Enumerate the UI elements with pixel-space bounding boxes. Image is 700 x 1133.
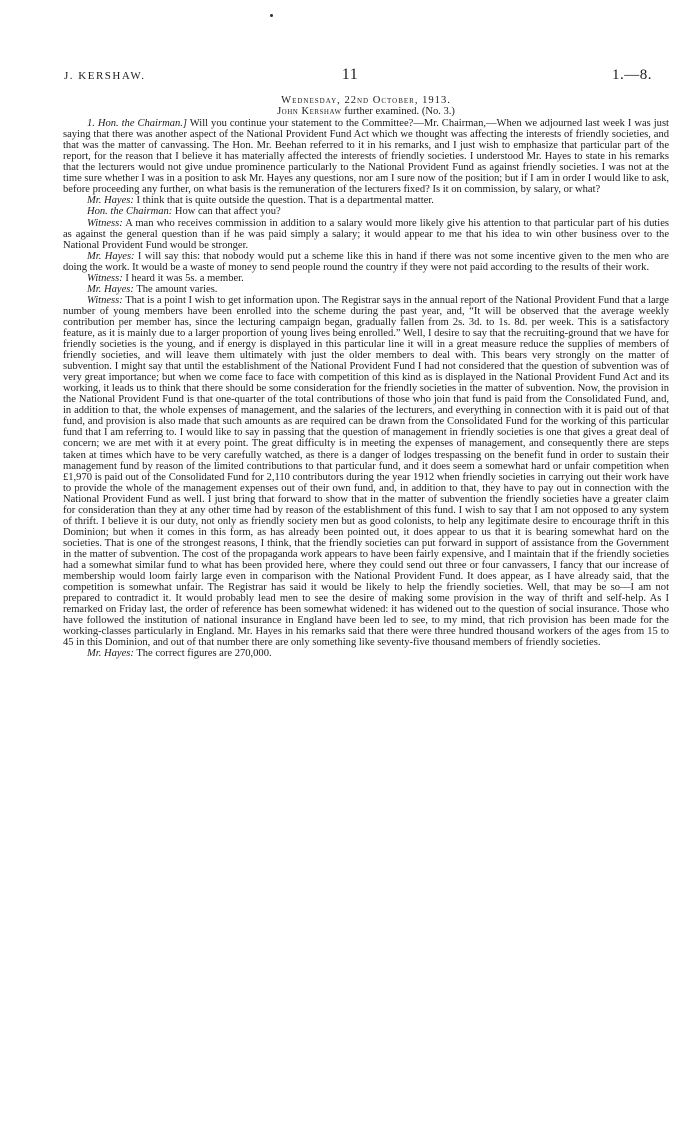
speaker: Hon. the Chairman: [87, 206, 173, 218]
speaker: Mr. Hayes: [87, 648, 134, 660]
paragraph-text: The amount varies. [133, 283, 218, 295]
paragraph-text: A man who receives commission in addition to a salary would more likely give his attention to that particular part of his duties as against the general question than if he was paid simply a salary; it would appear to me that his idea to win other business over to the National Provident Fund would be stronger. [63, 217, 669, 251]
paragraph [63, 284, 669, 295]
running-head-right: 1.—8. [612, 67, 652, 83]
paragraph [63, 648, 669, 659]
paragraph-text: That is a point I wish to get information upon. The Registrar says in the annual report of the National Provident Fund that a large number of young members have been enrolled into the scheme during the past year, and, “It will be observed that the average weekly contribution per member has, since the lecturing campaign began, gradually fallen from 2s. 3d. to 1s. 8d. per week. This is a satisfactory feature, as it is mainly due to a larger proportion of young lives being enrolled.” Well, I desire to say that the recruiting-ground that we have for friendly societies is the young, and if energy is displayed in this particular line it will in a great measure reduce the supplies of members of friendly societies, and will leave them ultimately with just the older members to deal with. This bears very strongly on the matter of subvention. I might say that until the establishment of the National Provident Fund I had not considered that the question of subvention was of very great importance; but when we come face to face with competition of this kind as is displayed in the National Provident Fund Act and its working, it leads us to think that there should be some consideration for the friendly societies in the matter of subvention. Now, the provision in the National Provident Fund is that one-quarter of the total contributions of those who join that fund is paid from the Consolidated Fund, and, in addition to that, the whole expenses of management, and the salaries of the lecturers, and everything in connection with it is paid out of that fund, and provision is also made that such amounts as are required can be drawn from the Consolidated Fund for the working of this particular fund that I am referring to. I would like to say in passing that the question of management in friendly societies is one that gives a great deal of concern; we are met with it at every point. The great difficulty is in meeting the expenses of management, and consequently there are steps taken at times which have to be very carefully watched, as there is a danger of lodges trespassing on the benefit fund in order to sustain their management fund by reason of the limited contributions to that particular fund, and it does seem a somewhat hard or unfair competition when £1,970 is paid out of the Consolidated Fund for 2,110 contributors during the year 1912 when friendly societies in carrying out their work have to provide the whole of the management expenses out of their own fund, and, in addition to that, they have to pay out in connection with the National Provident Fund as well. I just bring that forward to show that in the matter of subvention the friendly societies have a greater claim for consideration than they at any other time had by reason of the establishment of this fund. I wish to say that I am not opposed to any system of thrift. I believe it is our duty, not only as friendly society men but as good colonists, to help any legitimate desire to encourage thrift in this Dominion; but when it comes in this form, as has already been pointed out, it does appear to us that it is bearing somewhat hard on the societies. That is one of the strongest reasons, I think, that the friendly societies can put forward in support of assistance from the Government in the matter of subvention. The cost of the propaganda work appears to have been fairly expensive, and I maintain that if the friendly societies had a somewhat similar fund to what has been provided here, where they could send out three or four canvassers, I fancy that our increase of membership would loom fairly large even in comparison with the National Provident Fund. It does appear, as I have already said, that the competition is somewhat unfair. The Registrar has said it would be likely to help the friendly societies. Well, that may be so—I am not prepared to contradict it. It would probably lead men to see the desire of making some provision in the way of thrift and self-help. As I remarked on Friday last, the order of reference has been somewhat widened: it has widened out to the question of social insurance. Those who have followed the institution of national insurance in England have been led to see, to my mind, that rich provision has been made for the working-classes particularly in England. Mr. Hayes in his remarks said that there were three hundred thousand workers of the ages from 15 to 45 in this Dominion, and out of that number there are only something like seventy-five thousand members of friendly societies. [63, 294, 669, 649]
paragraph-text: I will say this: that nobody would put a scheme like this in hand if there was not some incentive given to the men who are doing the work. It would be a waste of money to send people round the country if they were not paid according to the results of their work. [63, 250, 669, 273]
paragraph-text: Will you continue your statement to the Committee?—Mr. Chairman,—When we adjourned last week I was just saying that there was another aspect of the National Provident Fund Act which we thought was affecting the interests of friendly societies, and that was the matter of canvassing. The Hon. Mr. Beehan referred to it in his remarks, and I just wish to emphasize that particular part of the report, for the reason that I believe it has materially affected the interests of friendly societies. I understood Mr. Hayes to state in his remarks that the lecturers would not give undue prominence particularly to the National Provident Fund as against friendly societies. I was not at the time sure whether I was in a position to ask Mr. Hayes any questions, nor am I sure now of the position; but if I am in order I would like to ask, before proceeding any further, on what basis is the remuneration of the lecturers fixed? Is it on commission, by salary, or what? [63, 118, 669, 196]
speaker: 1. Hon. the Chairman.] [87, 118, 187, 130]
examination-note: further examined. (No. 3.) [341, 106, 455, 118]
speaker: Mr. Hayes: [87, 195, 134, 207]
speaker: Mr. Hayes: [87, 250, 135, 262]
speaker: Mr. Hayes: [87, 283, 134, 295]
date-line: Wednesday, 22nd October, 1913. [281, 95, 451, 106]
running-head-left: J. KERSHAW. [64, 70, 146, 82]
paragraph [63, 273, 669, 284]
print-speck [270, 14, 273, 17]
page-number: 11 [341, 66, 359, 83]
paragraph [63, 195, 669, 206]
paragraph [63, 295, 669, 649]
body-text [63, 95, 669, 659]
examination-subhead [63, 106, 669, 117]
paragraph [63, 206, 669, 217]
paragraph [63, 218, 669, 251]
paragraph-text: I think that is quite outside the question. That is a departmental matter. [133, 195, 434, 207]
speaker: Witness: [87, 272, 123, 284]
witness-name: John Kershaw [277, 106, 342, 118]
paragraph-text: I heard it was 5s. a member. [122, 272, 244, 284]
paragraph [63, 118, 669, 195]
speaker: Witness: [87, 294, 123, 306]
paragraph-text: The correct figures are 270,000. [133, 648, 272, 660]
paragraph [63, 251, 669, 273]
speaker: Witness: [87, 217, 123, 229]
paragraph-text: How can that affect you? [172, 206, 281, 218]
